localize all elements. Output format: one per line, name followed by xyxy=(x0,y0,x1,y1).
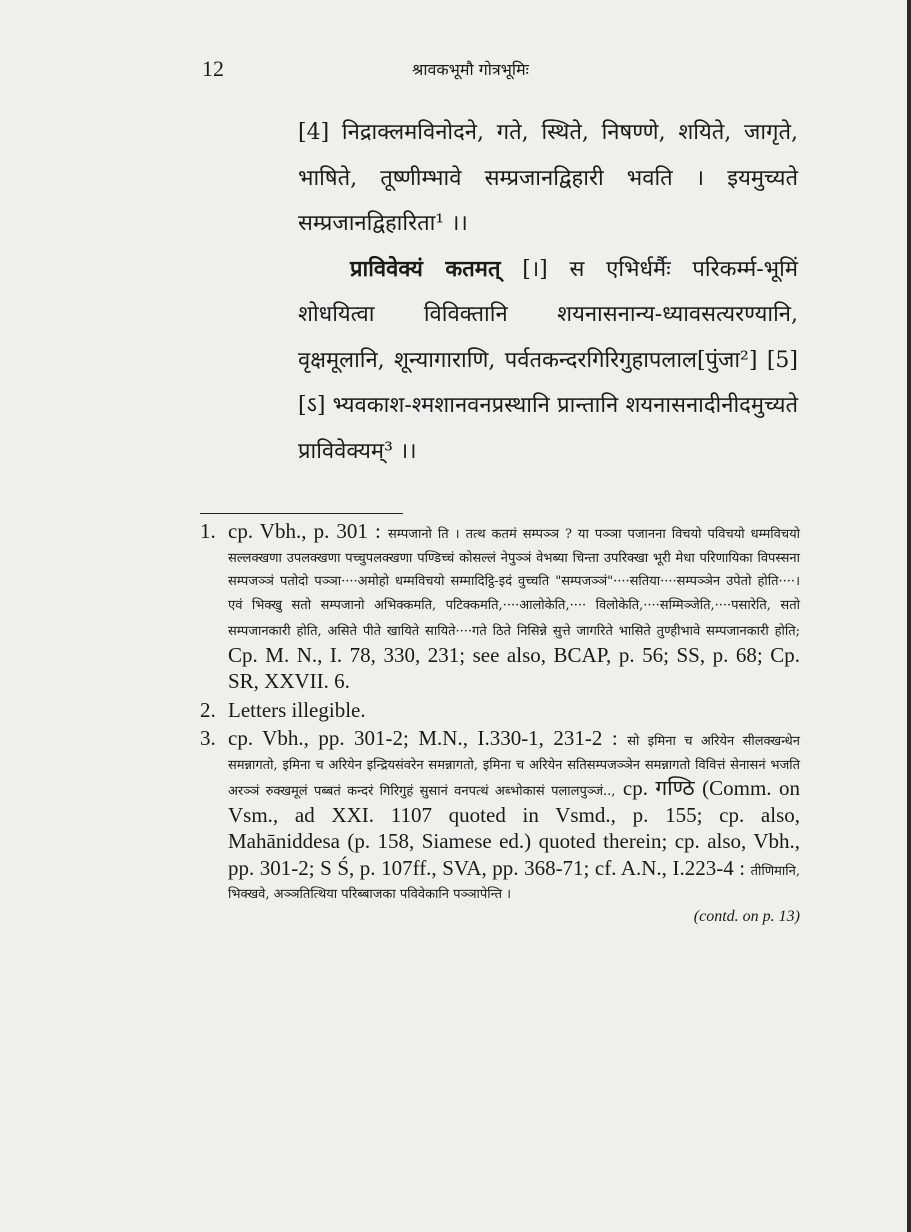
praviveka-heading: प्राविवेक्यं कतमत् xyxy=(350,255,501,282)
footnote-1 xyxy=(200,520,800,697)
footnote-pali-text: सो इमिना च अरियेन सीलक्खन्धेन समन्नागतो, इमिना च अरियेन इन्द्रियसंवरेन समन्नागतो, इमिना च अरियेन सतिसम्पजञ्ञेन समन्नागतो विवित्तं सेनासनं भजति अरञ्ञं रुक्खमूलं पब्बतं कन्दरं गिरिगुहं सुसानं वनपत्थं अब्भोकासं पलालपुञ्जं.., xyxy=(228,734,800,799)
main-text xyxy=(298,110,798,474)
praviveka-text: [।] स एभिर्धर्मैः परिकर्म्म-भूमिं शोधयित्वा विविक्तानि शयनासनान्य-ध्यावसत्यरण्यानि, वृक्षमूलानि, शून्यागाराणि, पर्वतकन्दरगिरिगुहापलाल[पुंजा²] [5][ऽ] भ्यवकाश-श्मशानवनप्रस्थानि प्रान्तानि शयनासनादीनीदमुच्यते प्राविवेक्यम्³ ।। xyxy=(298,256,798,464)
footnote-number: 2. xyxy=(200,697,216,722)
footnote-ref-tail: Cp. M. N., I. 78, 330, 231; see also, BCAP, p. 56; SS, p. 68; Cp. SR, XXVII. 6. xyxy=(228,642,800,693)
running-head: श्रावकभूमौ गोत्रभूमिः xyxy=(412,60,529,79)
continued-note: (contd. on p. 13) xyxy=(693,907,800,925)
footnote-ref: Letters illegible. xyxy=(228,697,366,722)
footnote-number: 1. xyxy=(200,519,216,543)
footnote-3 xyxy=(200,727,800,928)
page-number: 12 xyxy=(202,56,224,81)
footnote-ref-tail: cp. गण्ठि (Comm. on Vsm., ad XXI. 1107 quoted in Vsmd., p. 155; cp. also, Mahāniddesa (p. 158, Siamese ed.) quoted therein; cp. also, Vbh., pp. 301-2; S Ś, p. 107ff., SVA, pp. 368-71; cf. A.N., I.223-4 : xyxy=(228,776,801,880)
footnote-pali-text: सम्पजानो ति । तत्थ कतमं सम्पञ्ञ ? या पञ्ञा पजानना विचयो पविचयो धम्मविचयो सल्लक्खणा उपलक्खणा पच्चुपलक्खणा पण्डिच्चं कोसल्लं नेपुञ्ञं वेभब्या चिन्ता उपरिक्खा भूरी मेधा परिणायिका विपस्सना सम्पजञ्ञं पतोदो पञ्ञा····अमोहो धम्मविचयो सम्मादिट्ठि-इदं वुच्चति "सम्पजञ्ञं"····सतिया····सम्पञ्ञेन उपेतो होति····। एवं भिक्खु सतो सम्पजानो अभिक्कमति, पटिक्कमति,····आलोकेति,···· विलोकेति,····सम्मिञ्जेति,····पसारेति, सतो सम्पजानकारी होति, असिते पीते खायिते सायिते····गते ठिते निसिन्ने सुत्ते जागरिते भासिते तुण्हीभावे सम्पजानकारी होति; xyxy=(228,527,801,639)
footnote-ref: cp. Vbh., p. 301 : xyxy=(228,519,388,543)
footnote-pali-text-2: तीणिमानि, भिक्खवे, अञ्ञतित्थिया परिब्बाजका पविवेकानि पञ्ञापेन्ति । xyxy=(228,863,800,902)
footnote-ref: cp. Vbh., pp. 301-2; M.N., I.330-1, 231-2 : xyxy=(228,726,628,750)
footnotes xyxy=(200,520,800,930)
paragraph-praviveka xyxy=(298,247,798,475)
footnote-2 xyxy=(200,699,800,726)
paragraph-4: [4] निद्राक्लमविनोदने, गते, स्थिते, निषण्णे, शयिते, जागृते, भाषिते, तूष्णीम्भावे सम्प्रजानद्विहारी भवति । इयमुच्यते सम्प्रजानद्विहारिता¹ ।। xyxy=(298,120,798,236)
footnote-number: 3. xyxy=(200,726,216,750)
footnote-separator xyxy=(200,513,403,514)
page-edge-shadow xyxy=(907,0,911,1232)
